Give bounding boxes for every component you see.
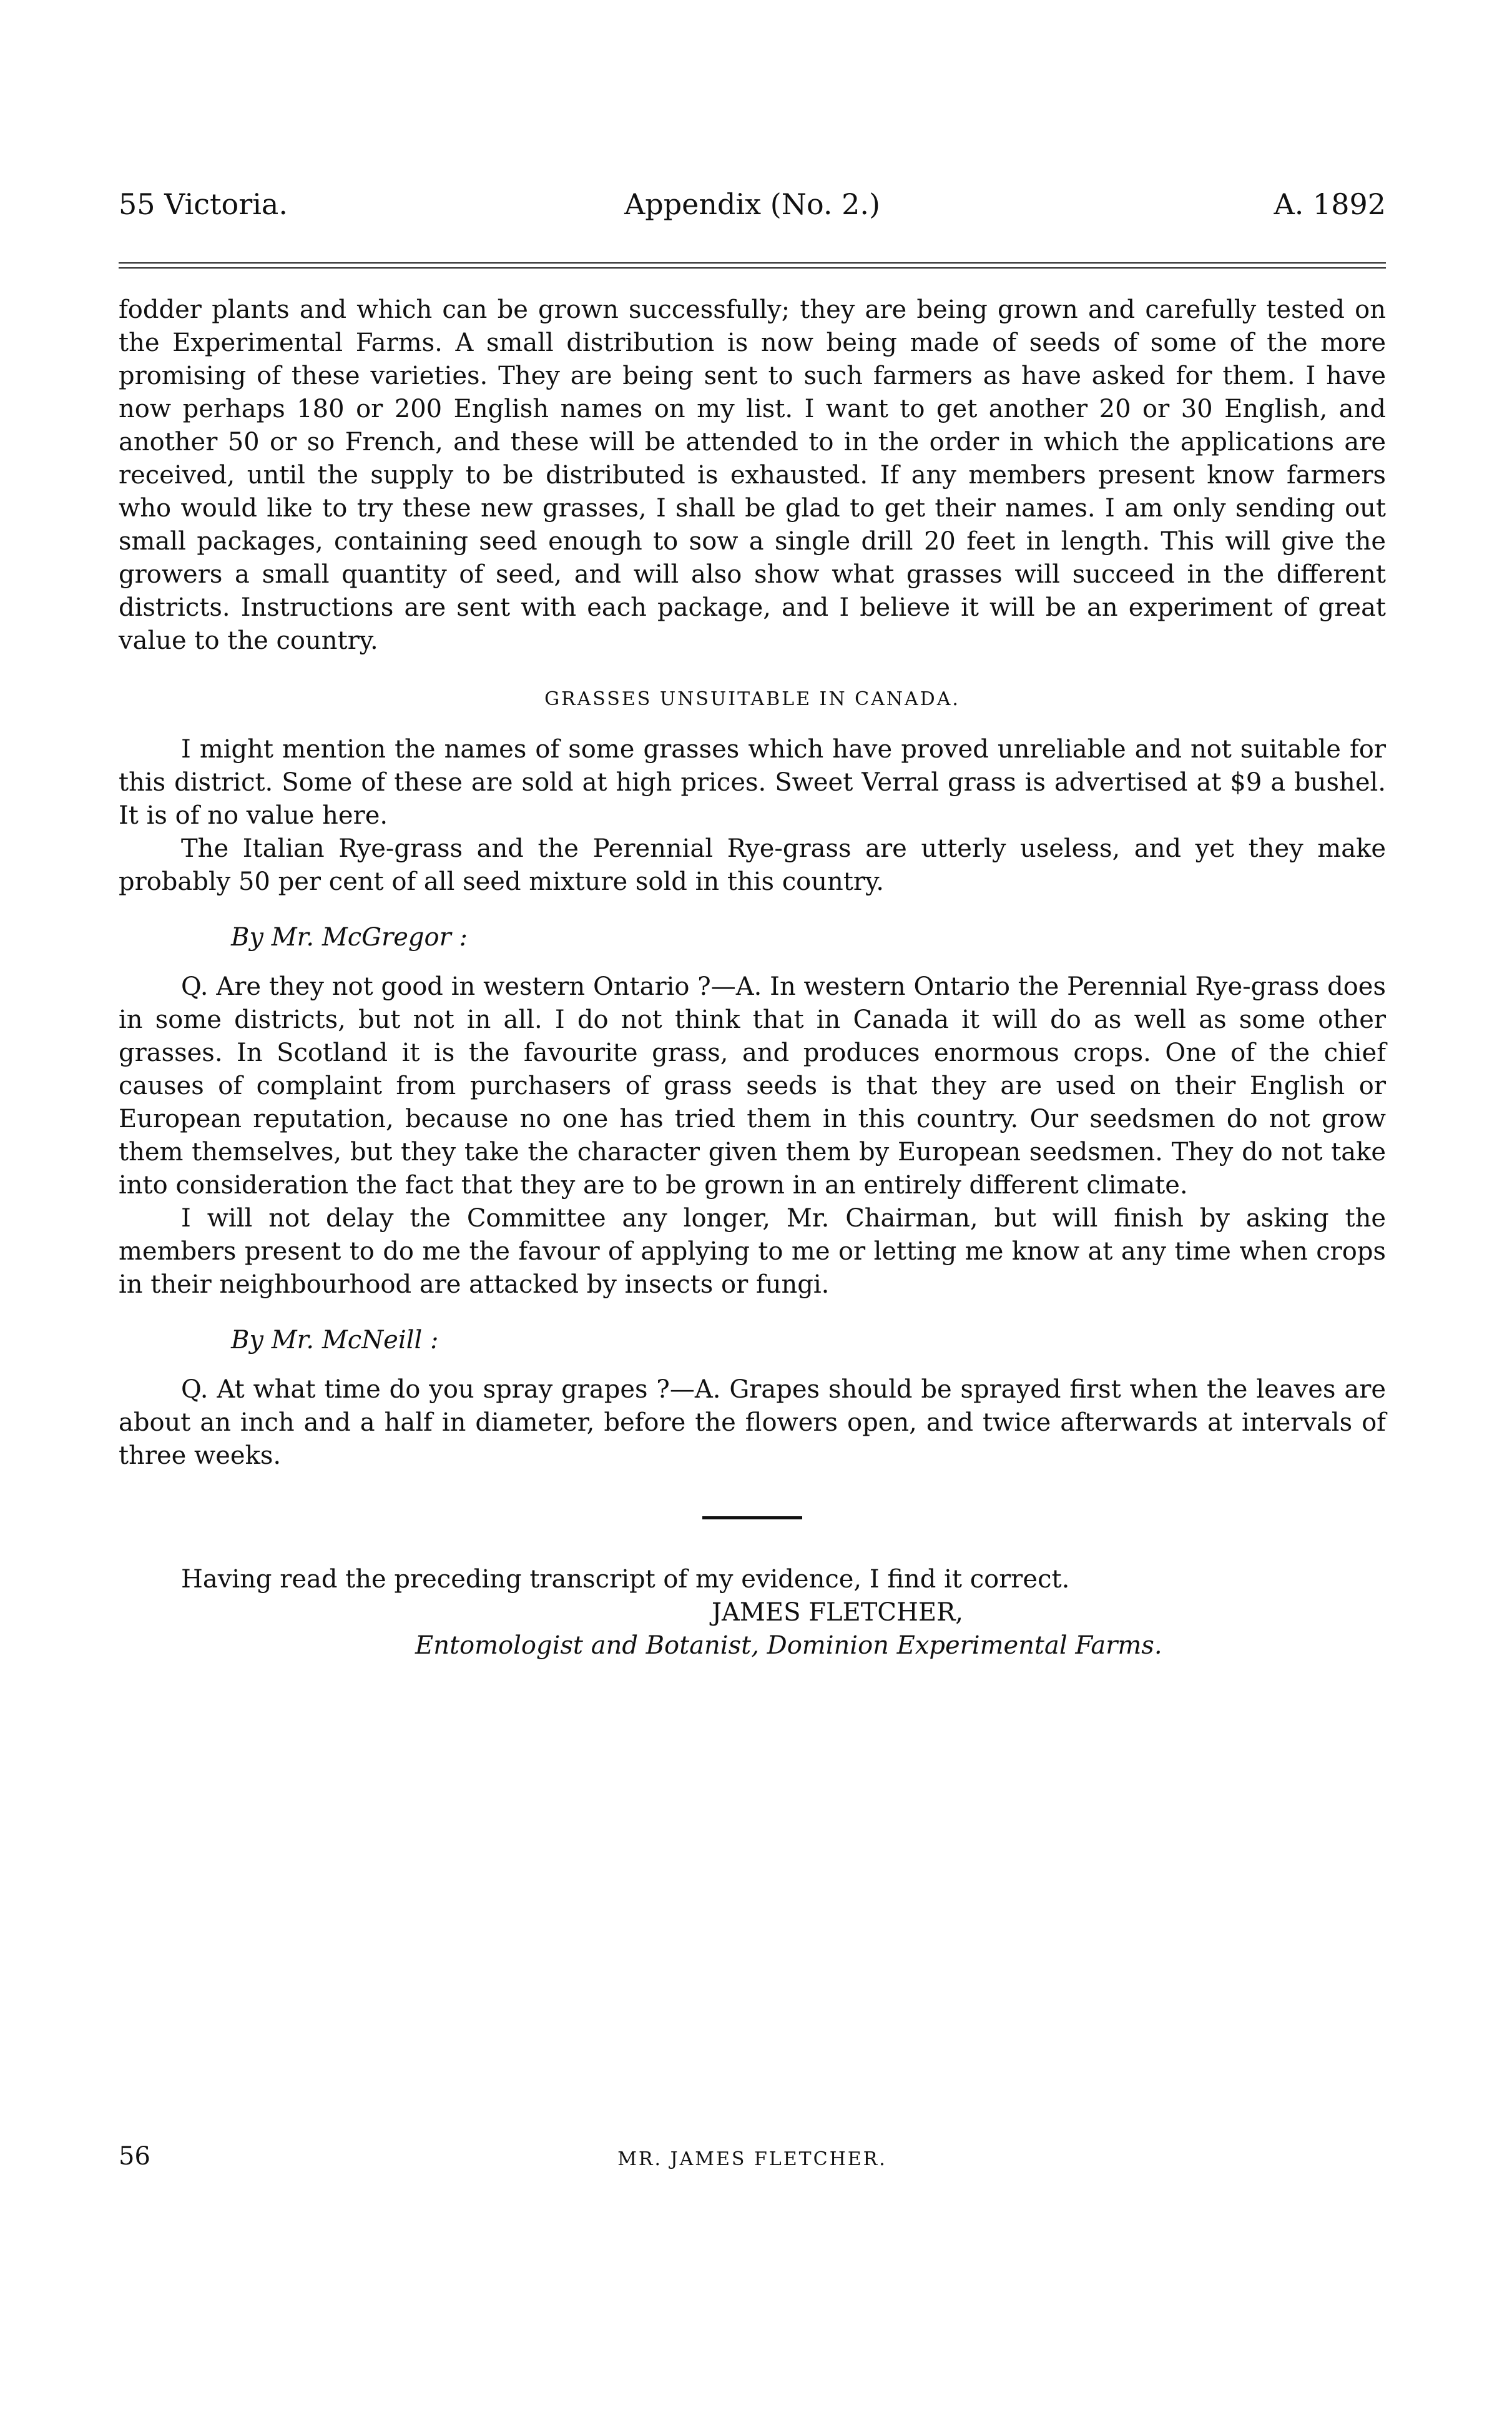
header-session: 55 Victoria. [119,187,288,221]
header-appendix: Appendix (No. 2.) [624,187,880,221]
paragraph-spray-grapes: Q. At what time do you spray grapes ?—A. Grapes should be sprayed first when the leaves are about an inch and a half in diameter, before the flowers open, and twice afterwards at intervals of three weeks. [119,1375,1386,1470]
paragraph-rye-grass: The Italian Rye-grass and the Perennial Rye-grass are utterly useless, and yet they make probably 50 per cent of all seed mixture sold in this country. [119,834,1386,896]
page-number: 56 [119,2142,150,2171]
header-double-rule [119,262,1386,269]
signature-block [119,1563,1386,1662]
signature-name: JAMES FLETCHER, [712,1598,963,1627]
paragraph-distribution: fodder plants and which can be grown successfully; they are being grown and carefully tested on the Experimental Farms. A small distribution is now being made of seeds of some of the more promising of these varieties. They are being sent to such farmers as have asked for them. I have now perhaps 180 or 200 English names on my list. I want to get another 20 or 30 English, and another 50 or so French, and these will be attended to in the order in which the applications are received, until the supply to be distributed is exhausted. If any members present know farmers who would like to try these new grasses, I shall be glad to get their names. I am only sending out small packages, containing seed enough to sow a single drill 20 feet in length. This will give the growers a small quantity of seed, and will also show what grasses will succeed in the different districts. Instructions are sent with each package, and I believe it will be an experiment of great value to the country. [119,295,1386,655]
paragraph-committee: I will not delay the Committee any longer, Mr. Chairman, but will finish by asking the members present to do me the favour of applying to me or letting me know at any time when crops in their neighbourhood are attacked by insects or fungi. [119,1204,1386,1299]
section-heading: GRASSES UNSUITABLE IN CANADA. [544,688,960,710]
paragraph-unreliable-grasses: I might mention the names of some grasses which have proved unreliable and not suitable for this district. Some of these are sold at high prices. Sweet Verral grass is advertised at $9 a bushel. It is of no value here. [119,735,1386,830]
page-body [119,294,1386,1662]
paragraph-western-ontario: Q. Are they not good in western Ontario ?—A. In western Ontario the Perennial Rye-grass does in some districts, but not in all. I do not think that in Canada it will do as well as some other grasses. In Scotland it is the favourite grass, and produces enormous crops. One of the chief causes of complaint from purchasers of grass seeds is that they are used on their English or European reputation, because no one has tried them in this country. Our seedsmen do not grow them themselves, but they take the character given them by European seedsmen. They do not take into consideration the fact that they are to be grown in an entirely different climate. [119,972,1386,1200]
page-header [119,187,1386,244]
byline-mcneill: By Mr. McNeill : [231,1326,439,1355]
header-year: A. 1892 [1274,187,1386,221]
byline-mcgregor: By Mr. McGregor : [231,923,468,952]
page-footer [119,2142,1386,2179]
running-title: MR. JAMES FLETCHER. [617,2148,887,2170]
signature-statement: Having read the preceding transcript of my evidence, I find it correct. [181,1565,1070,1594]
section-divider [702,1516,802,1519]
signature-title: Entomologist and Botanist, Dominion Experimental Farms. [415,1631,1162,1660]
